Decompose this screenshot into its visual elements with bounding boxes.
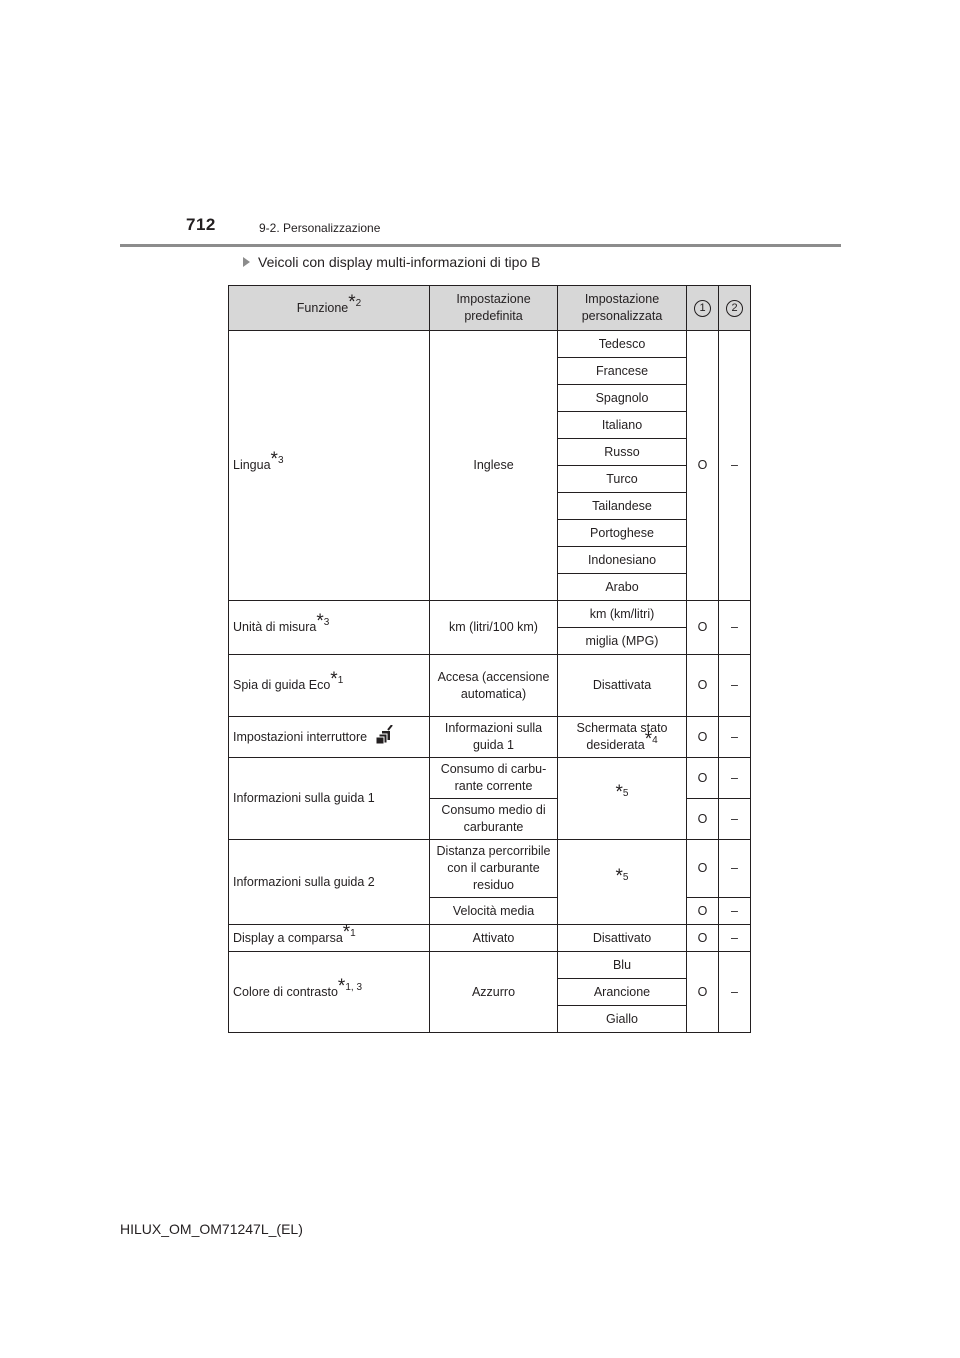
cell-default: Consumo medio di carburante <box>430 799 558 840</box>
table-row <box>229 952 751 979</box>
cell-option: Portoghese <box>558 520 687 547</box>
cell-col2: – <box>719 655 751 717</box>
cell-col1: O <box>687 840 719 898</box>
display-switch-icon <box>375 725 393 750</box>
cell-option: Tedesco <box>558 331 687 358</box>
cell-col2: – <box>719 898 751 925</box>
header-default: Impostazione predefinita <box>430 286 558 331</box>
table-row <box>229 717 751 758</box>
cell-default: Attivato <box>430 925 558 952</box>
cell-option: Italiano <box>558 412 687 439</box>
header-funzione: Funzione*$^2$ <box>229 286 430 331</box>
cell-default: Accesa (accensione automatica) <box>430 655 558 717</box>
cell-option: Russo <box>558 439 687 466</box>
cell-default: Consumo di carbu-rante corrente <box>430 758 558 799</box>
cell-col2: – <box>719 601 751 655</box>
cell-col1: O <box>687 799 719 840</box>
circled-one-icon: 1 <box>694 300 711 317</box>
cell-col1: O <box>687 925 719 952</box>
cell-col1: O <box>687 898 719 925</box>
table-row <box>229 840 751 898</box>
cell-custom: Disattivato <box>558 925 687 952</box>
customization-table <box>228 285 751 1033</box>
table-row <box>229 331 751 358</box>
table-row <box>229 925 751 952</box>
cell-col2: – <box>719 840 751 898</box>
cell-col2: – <box>719 925 751 952</box>
cell-option: km (km/litri) <box>558 601 687 628</box>
cell-option: Spagnolo <box>558 385 687 412</box>
cell-option: Turco <box>558 466 687 493</box>
cell-function: Impostazioni interruttore <box>229 717 430 758</box>
cell-function: Display a comparsa*$^1$ <box>229 925 430 952</box>
section-title: 9-2. Personalizzazione <box>259 221 381 235</box>
cell-col1: O <box>687 717 719 758</box>
cell-option: Arabo <box>558 574 687 601</box>
cell-option: Indonesiano <box>558 547 687 574</box>
cell-col2: – <box>719 952 751 1033</box>
page-number: 712 <box>186 215 216 234</box>
table-row <box>229 655 751 717</box>
cell-col2: – <box>719 717 751 758</box>
cell-default: Inglese <box>430 331 558 601</box>
cell-option: Tailandese <box>558 493 687 520</box>
cell-function: Unità di misura*$^3$ <box>229 601 430 655</box>
header-custom: Impostazione personalizzata <box>558 286 687 331</box>
cell-custom: *$^5$ <box>558 758 687 840</box>
table-header-row <box>229 286 751 331</box>
asterisk-note: * <box>348 291 356 313</box>
cell-default: km (litri/100 km) <box>430 601 558 655</box>
cell-col2: – <box>719 758 751 799</box>
cell-function: Colore di contrasto*$^{1, 3}$ <box>229 952 430 1033</box>
cell-custom: Schermata stato desiderata*$^4$ <box>558 717 687 758</box>
table-row <box>229 601 751 628</box>
cell-custom: Disattivata <box>558 655 687 717</box>
cell-col2: – <box>719 331 751 601</box>
cell-default: Azzurro <box>430 952 558 1033</box>
cell-col1: O <box>687 758 719 799</box>
cell-col1: O <box>687 601 719 655</box>
subtitle-text: Veicoli con display multi-informazioni di tipo B <box>258 254 541 270</box>
cell-col1: O <box>687 655 719 717</box>
cell-col1: O <box>687 331 719 601</box>
table-row <box>229 758 751 799</box>
cell-col2: – <box>719 799 751 840</box>
cell-option: miglia (MPG) <box>558 628 687 655</box>
cell-default: Informazioni sulla guida 1 <box>430 717 558 758</box>
document-code: HILUX_OM_OM71247L_(EL) <box>120 1221 303 1237</box>
circled-two-icon: 2 <box>726 300 743 317</box>
cell-option: Francese <box>558 358 687 385</box>
cell-function: Spia di guida Eco*$^1$ <box>229 655 430 717</box>
header-col1 <box>687 286 719 331</box>
header-col2 <box>719 286 751 331</box>
cell-custom: *$^5$ <box>558 840 687 925</box>
table-subtitle <box>243 254 540 270</box>
cell-option: Blu <box>558 952 687 979</box>
cell-default: Velocità media <box>430 898 558 925</box>
cell-function: Informazioni sulla guida 2 <box>229 840 430 925</box>
cell-option: Arancione <box>558 979 687 1006</box>
triangle-bullet-icon <box>243 257 250 267</box>
cell-col1: O <box>687 952 719 1033</box>
cell-option: Giallo <box>558 1006 687 1033</box>
cell-default: Distanza percorribile con il carburante residuo <box>430 840 558 898</box>
cell-function: Lingua*$^3$ <box>229 331 430 601</box>
header-rule <box>120 244 841 247</box>
cell-function: Informazioni sulla guida 1 <box>229 758 430 840</box>
